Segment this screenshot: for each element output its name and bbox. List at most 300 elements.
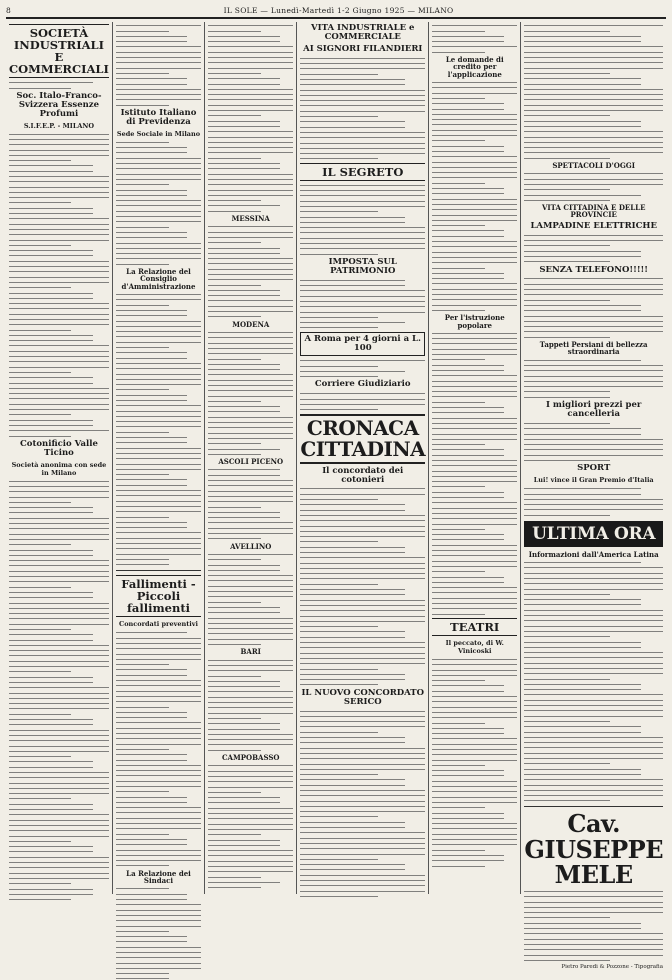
- text-line: [9, 612, 109, 615]
- text-line: [9, 713, 71, 716]
- text-line: [432, 203, 517, 206]
- text-line: [432, 780, 517, 783]
- text-line: [524, 380, 663, 383]
- text-line: [524, 603, 640, 606]
- text-line: [9, 829, 109, 832]
- text-line: [524, 385, 663, 388]
- text-line: [524, 911, 663, 914]
- text-line: [432, 480, 517, 483]
- text-line: [432, 748, 517, 751]
- text-line: [9, 654, 109, 657]
- text-line: [300, 305, 425, 308]
- text-line: [300, 142, 425, 145]
- text-line: [9, 665, 109, 668]
- text-line: [208, 194, 293, 197]
- text-line: [432, 570, 485, 573]
- text-line: [524, 315, 663, 318]
- text-line: [432, 187, 504, 190]
- text-line: [208, 114, 261, 117]
- text-line: [300, 731, 377, 734]
- headline: I migliori prezzi per cancelleria: [545, 400, 642, 419]
- text-line: [9, 607, 109, 610]
- text-line: [208, 268, 293, 271]
- text-line: [432, 150, 504, 153]
- text-line: [9, 893, 93, 896]
- text-line: [116, 721, 201, 724]
- text-line: [116, 796, 188, 799]
- text-line: [524, 784, 663, 787]
- text-line: [208, 595, 293, 598]
- text-line: [116, 859, 201, 862]
- text-line: [116, 843, 188, 846]
- text-line: [432, 45, 517, 48]
- text-line: [300, 588, 405, 591]
- text-line: [116, 104, 169, 107]
- text-line: [9, 302, 109, 305]
- text-line: [208, 98, 293, 101]
- text-line: [432, 801, 517, 804]
- text-line: [300, 847, 425, 850]
- text-line: [9, 501, 71, 504]
- text-line: [300, 392, 425, 395]
- text-line: [208, 294, 280, 297]
- text-line: [9, 734, 109, 737]
- text-line: [116, 647, 201, 650]
- text-line: [432, 245, 517, 248]
- text-line: [9, 313, 109, 316]
- text-line: [432, 129, 517, 132]
- text-line: [524, 508, 663, 511]
- text-line: [116, 388, 169, 391]
- text-line: [300, 725, 425, 728]
- text-line: [524, 901, 663, 904]
- text-line: [524, 199, 610, 202]
- text-line: [9, 718, 93, 721]
- text-line: [432, 764, 485, 767]
- text-line: [208, 120, 280, 123]
- text-line: [300, 89, 425, 92]
- text-line: [208, 791, 261, 794]
- text-line: [9, 856, 109, 859]
- text-line: [300, 815, 377, 818]
- text-line: [524, 577, 663, 580]
- text-line: [208, 886, 261, 889]
- text-line: [116, 463, 201, 466]
- text-line: [432, 690, 504, 693]
- text-line: [208, 854, 293, 857]
- text-line: [300, 535, 425, 538]
- text-line: [432, 401, 485, 404]
- text-line: [524, 433, 640, 436]
- text-line: [524, 699, 663, 702]
- text-line: [208, 67, 293, 70]
- text-line: [432, 838, 517, 841]
- text-line: [208, 310, 293, 313]
- text-line: [300, 253, 377, 256]
- text-line: [208, 865, 293, 868]
- text-line: [432, 560, 517, 563]
- text-line: [524, 157, 610, 160]
- text-line: [432, 40, 504, 43]
- text-line: [116, 293, 201, 296]
- text-line: [300, 789, 425, 792]
- text-line: [116, 83, 188, 86]
- text-line: [524, 234, 663, 237]
- text-line: [116, 505, 201, 508]
- text-line: [116, 24, 201, 27]
- text-line: [9, 723, 93, 726]
- text-line: [524, 364, 663, 367]
- subheading: Lui! vince il Gran Premio d'Italia: [533, 476, 654, 485]
- text-line: [300, 375, 377, 378]
- text-line: [524, 635, 610, 638]
- text-line: [116, 98, 201, 101]
- text-line: [116, 335, 201, 338]
- text-line: [432, 229, 504, 232]
- text-line: [524, 109, 663, 112]
- subheading: Società anonima con sede in Milano: [11, 460, 107, 477]
- text-line: [208, 389, 293, 392]
- text-line: [208, 284, 261, 287]
- text-line: [9, 249, 93, 252]
- text-line: [116, 849, 201, 852]
- text-line: [432, 859, 504, 862]
- text-line: [208, 146, 293, 149]
- text-line: [208, 125, 280, 128]
- text-line: [9, 760, 93, 763]
- column-4: [297, 22, 429, 894]
- text-line: [9, 217, 109, 220]
- text-line: [208, 617, 293, 620]
- text-line: [9, 676, 93, 679]
- text-line: [524, 641, 640, 644]
- text-line: [300, 104, 425, 107]
- text-line: [432, 475, 517, 478]
- text-line: [300, 778, 405, 781]
- text-line: [208, 728, 280, 731]
- text-line: [432, 208, 517, 211]
- text-line: [524, 646, 640, 649]
- text-line: [116, 252, 201, 255]
- text-line: [300, 715, 425, 718]
- text-line: [9, 787, 109, 790]
- text-line: [432, 613, 485, 616]
- text-line: [300, 546, 405, 549]
- text-line: [524, 959, 610, 962]
- text-line: [432, 806, 485, 809]
- headline: Il concordato dei cotonieri: [322, 465, 404, 485]
- text-line: [300, 67, 425, 70]
- text-line: [208, 611, 280, 614]
- text-line: [116, 320, 201, 323]
- text-line: [300, 683, 377, 686]
- text-line: [432, 843, 517, 846]
- text-line: [208, 833, 261, 836]
- text-line: [208, 553, 293, 556]
- text-line: [208, 786, 293, 789]
- text-line: [300, 403, 425, 406]
- text-line: [9, 628, 71, 631]
- text-line: [208, 722, 280, 725]
- text-line: [9, 554, 93, 557]
- text-line: [432, 774, 504, 777]
- text-line: [524, 625, 663, 628]
- text-line: [116, 204, 201, 207]
- text-line: [116, 436, 188, 439]
- text-line: [300, 884, 425, 887]
- text-line: [208, 384, 293, 387]
- text-line: [432, 533, 504, 536]
- text-line: [116, 909, 201, 912]
- text-line: [116, 743, 201, 746]
- text-line: [432, 581, 504, 584]
- text-line: [208, 796, 280, 799]
- text-line: [116, 972, 169, 975]
- text-line: [432, 304, 517, 307]
- text-line: [524, 72, 610, 75]
- text-line: [208, 45, 293, 48]
- text-line: [432, 288, 517, 291]
- text-line: [432, 854, 504, 857]
- text-line: [300, 641, 425, 644]
- headline: La Relazione dei Sindaci: [126, 868, 191, 886]
- text-line: [9, 323, 109, 326]
- text-line: [208, 506, 261, 509]
- text-line: [9, 228, 109, 231]
- ad-box: A Roma per 4 giorni a L. 100: [300, 332, 425, 356]
- text-line: [300, 736, 405, 739]
- text-line: [524, 593, 610, 596]
- text-line: [300, 289, 425, 292]
- text-line: [432, 544, 517, 547]
- text-line: [208, 860, 293, 863]
- text-line: [300, 284, 405, 287]
- headline: VITA INDUSTRIALE e COMMERCIALE: [311, 23, 415, 42]
- text-line: [432, 706, 517, 709]
- text-line: [300, 710, 425, 713]
- text-line: [524, 746, 663, 749]
- text-line: [432, 743, 517, 746]
- text-line: [432, 192, 504, 195]
- text-line: [9, 138, 109, 141]
- text-line: [432, 406, 504, 409]
- text-line: [524, 943, 663, 946]
- text-line: [300, 662, 425, 665]
- text-line: [300, 231, 425, 234]
- text-line: [116, 864, 169, 867]
- text-line: [9, 681, 93, 684]
- headline: Cotonificio Valle Ticino: [20, 438, 98, 458]
- text-line: [300, 810, 425, 813]
- text-line: [208, 590, 293, 593]
- text-line: [524, 277, 663, 280]
- text-line: [300, 242, 425, 245]
- masthead: [6, 3, 666, 19]
- headline: Cav. GIUSEPPE MELE: [524, 809, 664, 889]
- text-line: [432, 277, 504, 280]
- text-line: [116, 516, 169, 519]
- text-line: [9, 845, 93, 848]
- text-line: [524, 422, 610, 425]
- text-line: [208, 40, 280, 43]
- text-line: [432, 785, 517, 788]
- text-line: [524, 762, 610, 765]
- text-line: [208, 775, 293, 778]
- text-line: [524, 375, 663, 378]
- text-line: [116, 484, 188, 487]
- text-line: [432, 827, 517, 830]
- text-line: [432, 224, 485, 227]
- text-line: [9, 596, 93, 599]
- text-line: [432, 732, 504, 735]
- text-line: [116, 769, 201, 772]
- text-line: [116, 668, 188, 671]
- text-line: [432, 507, 517, 510]
- divider: [524, 806, 663, 807]
- text-line: [524, 288, 663, 291]
- text-line: [432, 454, 504, 457]
- text-line: [300, 279, 405, 282]
- text-line: [300, 221, 405, 224]
- text-line: [208, 305, 293, 308]
- text-line: [9, 692, 109, 695]
- text-line: [432, 517, 517, 520]
- text-line: [524, 390, 610, 393]
- text-line: [300, 572, 425, 575]
- text-line: [432, 753, 517, 756]
- text-line: [208, 400, 261, 403]
- text-line: [116, 199, 201, 202]
- text-line: [432, 219, 517, 222]
- text-line: [9, 286, 71, 289]
- text-line: [208, 474, 280, 477]
- text-line: [432, 113, 517, 116]
- text-line: [432, 427, 517, 430]
- headline: SENZA TELEFONO!!!!!: [539, 264, 649, 275]
- text-line: [524, 130, 663, 133]
- text-line: [432, 496, 504, 499]
- text-line: [9, 866, 109, 869]
- text-line: [524, 778, 663, 781]
- text-line: [524, 741, 663, 744]
- text-line: [432, 51, 485, 54]
- text-line: [208, 638, 293, 641]
- text-line: [524, 895, 663, 898]
- text-line: [116, 759, 188, 762]
- text-line: [208, 701, 293, 704]
- text-line: [432, 464, 517, 467]
- text-line: [432, 364, 504, 367]
- text-line: [524, 794, 663, 797]
- text-line: [9, 776, 109, 779]
- text-line: [116, 378, 201, 381]
- text-line: [116, 452, 201, 455]
- text-line: [300, 556, 425, 559]
- text-line: [524, 151, 663, 154]
- text-line: [524, 498, 663, 501]
- text-line: [9, 254, 93, 257]
- text-line: [208, 521, 293, 524]
- subheading: S.I.F.E.P. - MILANO: [23, 121, 95, 130]
- text-line: [300, 295, 425, 298]
- text-line: [9, 750, 109, 753]
- text-line: [208, 426, 293, 429]
- text-line: [432, 538, 504, 541]
- text-line: [9, 307, 109, 310]
- text-line: [116, 801, 188, 804]
- text-line: [300, 365, 377, 368]
- text-line: [116, 242, 201, 245]
- text-line: [9, 239, 109, 242]
- text-line: [432, 790, 517, 793]
- text-line: [432, 86, 517, 89]
- text-line: [524, 136, 663, 139]
- text-line: [116, 173, 201, 176]
- text-line: [9, 840, 71, 843]
- text-line: [9, 81, 93, 84]
- text-line: [300, 646, 425, 649]
- text-line: [9, 702, 109, 705]
- text-line: [432, 198, 517, 201]
- headline: TEATRI: [432, 618, 517, 636]
- text-line: [9, 511, 93, 514]
- text-line: [9, 366, 109, 369]
- text-line: [116, 893, 188, 896]
- text-line: [9, 186, 109, 189]
- text-line: [432, 171, 517, 174]
- text-line: [300, 530, 425, 533]
- text-line: [524, 752, 663, 755]
- text-line: [116, 631, 188, 634]
- text-line: [9, 435, 71, 438]
- text-line: [208, 569, 280, 572]
- text-line: [116, 330, 201, 333]
- text-line: [432, 865, 485, 868]
- text-line: [208, 410, 280, 413]
- text-line: [116, 415, 201, 418]
- text-line: [208, 579, 293, 582]
- text-line: [432, 501, 517, 504]
- text-line: [432, 337, 517, 340]
- text-line: [300, 853, 425, 856]
- text-line: [116, 764, 201, 767]
- text-line: [116, 373, 201, 376]
- text-line: [208, 432, 293, 435]
- text-line: [524, 194, 640, 197]
- text-line: [432, 422, 517, 425]
- text-line: [208, 511, 280, 514]
- text-line: [432, 602, 517, 605]
- text-line: [208, 448, 280, 451]
- text-line: [116, 367, 201, 370]
- text-line: [524, 299, 610, 302]
- text-line: [116, 962, 201, 965]
- text-line: [524, 667, 663, 670]
- text-line: [432, 293, 517, 296]
- text-line: [9, 419, 93, 422]
- text-line: [116, 473, 169, 476]
- text-line: [300, 152, 425, 155]
- text-line: [432, 679, 485, 682]
- text-line: [524, 260, 610, 263]
- text-line: [432, 523, 517, 526]
- text-line: [432, 240, 517, 243]
- text-line: [208, 241, 261, 244]
- text-line: [208, 690, 293, 693]
- text-line: [300, 784, 405, 787]
- text-line: [116, 790, 169, 793]
- text-line: [9, 387, 109, 390]
